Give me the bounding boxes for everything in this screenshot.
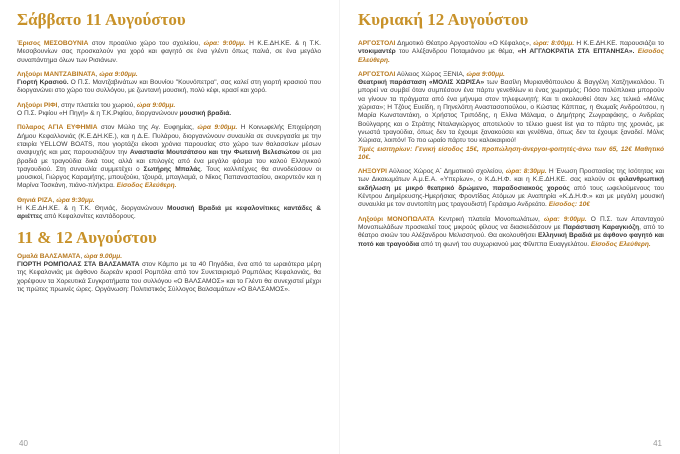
event-description: Η Κ.Ε.ΔΗ.ΚΕ. & η Τ.Κ. Μεσοβουνίων σας προσκαλούν για χορό και φαγητό σε ένα γλέντι όπως παλιά, σε ένα μεγάλο συναπάντημα όλων των Ρισιάνων.	[17, 40, 321, 64]
event-lixouri-rifi	[17, 102, 321, 119]
event-agia-efimia	[17, 124, 321, 190]
event-highlight: ντοκιμαντέρ	[358, 48, 396, 56]
event-lixouri-school	[358, 168, 664, 209]
event-location: ΑΡΓΟΣΤΟΛΙ	[358, 40, 396, 47]
event-time: ώρα 9:30μμ.	[56, 196, 95, 204]
event-entry: Είσοδος Ελεύθερη.	[590, 240, 651, 248]
event-entry: Είσοδος Ελεύθερη.	[358, 48, 665, 64]
event-description-end: . Τους καλλιτέχνες θα συνοδεύσουν οι μουσικοί, Γιώργος Καραμήτης, μπουζούκι, τζουρά, μπαγλαμά, ο Νίκος Παπαναστασίου, ακορντεόν και η Μαρίνα Τοσκάνη, πιάνο-πλήκτρα.	[17, 165, 321, 190]
event-guest-artist: Σωτήρης Μπαλάς	[143, 165, 201, 173]
day-title-saturday: Σάββατο 11 Αυγούστου	[17, 10, 186, 29]
event-location: Θηνιά ΡΙΖΑ	[17, 196, 53, 204]
event-location: Ληξούρι ΜΑΝΤΖΑΒΙΝΑΤΑ	[17, 70, 96, 78]
event-highlight: μουσική βραδιά.	[179, 110, 232, 118]
event-time: ώρα: 9:00μμ.	[543, 215, 587, 223]
page-gutter	[339, 0, 340, 454]
event-omala-valsamata	[17, 253, 321, 294]
event-time: ώρα 9:00μμ.	[197, 124, 238, 132]
event-location: ΛΗΞΟΥΡΙ	[358, 168, 387, 176]
event-description: Η Κ.Ε.ΔΗ.ΚΕ. & η Τ.Κ. Θηνιάς, διοργανώνουν	[17, 205, 167, 213]
event-location: Ληξούρι ΜΟΝΟΠΩΛΑΤΑ	[358, 215, 435, 223]
event-description: Η Κ.Ε.ΔΗ.ΚΕ. παρουσιάζει το	[574, 40, 664, 47]
event-description-cont: , από το θέατρο σκιών του Αλέξανδρου Μελισσηνού. Θα ακολουθήσει	[358, 223, 664, 240]
event-time: ώρα 9:00μμ.	[99, 70, 138, 78]
event-documentary-title: «Η ΑΓΓΛΟΚΡΑΤΙΑ ΣΤΑ ΕΠΤΑΝΗΣΑ».	[517, 48, 635, 56]
event-description: Ο Π.Σ. των Απανταχού Μονοπωλάδων προσκαλεί τους μικρούς φίλους να διασκεδάσουν με	[358, 215, 664, 231]
event-highlight: Παράσταση Καραγκιόζη	[563, 223, 640, 231]
event-place: , στην πλατεία του χωριού,	[57, 101, 137, 109]
event-description-end: από Κεφαλονίτες καντάδορους.	[42, 213, 136, 221]
event-subtitle: Γιορτή Κρασιού.	[17, 79, 69, 87]
event-description: Η Ένωση Προστασίας της Ισότητας και των Δικαιωμάτων Α.μ.Ε.Α. «Υπερίων», ο Κ.Δ.Η.Φ. και η Κ.Ε.ΔΗ.ΚΕ. σας καλούν σε	[358, 168, 665, 184]
event-description: Η Κοινωφελής Επιχείρηση Δήμου Κεφαλλονιάς (Κ.Ε.ΔΗ.ΚΕ.), και η Δ.Ε. Πυλάρου, διοργανώνουν συναυλία σε συνεργασία με την εταιρία YELLOW BOATS, που γιορτάζει είκοσι χρόνια παρουσίας στο χώρο των θαλασσίων μέσων αναψυχής και μας παρουσιάζουν την	[17, 124, 321, 157]
right-page	[358, 10, 664, 255]
event-description-cont: του Αλέξανδρου Ποταμιάνου με θέμα,	[395, 48, 518, 56]
event-description-cont: σε μια βραδιά με τραγούδια δικά τους αλλά και επιλογές από ένα μεγάλο φάσμα του καλού Ελληνικού τραγουδιού. Στη συναυλία συμμετέχει ο	[17, 149, 322, 173]
page-number-left: 40	[19, 439, 28, 448]
left-page	[17, 10, 321, 300]
page-number-right: 41	[653, 439, 662, 448]
event-time: ώρα: 8:00μμ.	[533, 40, 575, 47]
event-time: ώρα 9:00μμ.	[136, 101, 176, 109]
event-highlight: Μουσική Βραδιά με κεφαλονίτικες καντάδες & αριέττες	[17, 205, 321, 221]
event-time: ώρα: 8:30μμ.	[505, 168, 547, 176]
event-argostoli-xenia	[358, 71, 664, 162]
event-place: Δημοτικό Θέατρο Αργοστολίου «Ο Κέφαλος»,	[395, 40, 534, 47]
event-location: ΑΡΓΟΣΤΟΛΙ	[358, 70, 396, 78]
event-thinia-riza	[17, 197, 321, 222]
event-lixouri-monopolata	[358, 216, 664, 249]
event-time: ώρα: 9:00μμ.	[203, 40, 246, 47]
event-entry: Είσοδος: 10€	[548, 201, 590, 209]
event-location: Ομαλά ΒΑΛΣΑΜΑΤΑ	[17, 252, 81, 260]
event-description: των Βασίλη Μυριανθόπουλου & Βαγγέλη Χατζηνικολάου. Τι μπορεί να συμβεί όταν συμπέσουν ένα πάρτυ γενεθλίων κι ένας χωρισμός; Πόσο πολύπλοκα μπορούν να γίνουν τα πράγματα από ένα μήνυμα στον τηλεφωνητή; Και τι ακολουθεί όταν λες τελικά «Μόλις χώρισα»; Η Τζόυς Ευείδη, η Πηνελόπη Αναστασοπούλου, ο Κώστας Κάππας, η Θωμαΐς Ανδρούτσου, η Μαρία Κωνσταντάκη, ο Χρήστος Τριπόδης, η Ελίνα Μάλαμα, ο Δημήτρης Ζωγραφάκης, ο Ανδρέας Βούλγαρης και ο Στράτης Νταλαγιώργος αποτελούν το τέλειο guest list για το πάρτυ της χρονιάς, με γνωστά τραγούδια, όπως δεν τα έχουμε ξανακούσει και γενέθλια, όπως δεν τα έχουμε ξαναδεί. Μόλις Χώρισα, λοιπόν! Το πιο ωραίο πάρτυ του καλοκαιριού!	[358, 79, 664, 145]
event-location: Πύλαρος ΑΓΙΑ ΕΥΦΗΜΙΑ	[17, 124, 98, 132]
event-play-title: Θεατρική παράσταση «ΜΟΛΙΣ ΧΩΡΙΣΑ»	[358, 79, 485, 87]
event-entry: Είσοδος Ελεύθερη.	[116, 182, 177, 190]
event-place: Αύλειος Χώρος Α΄ Δημοτικού σχολείου,	[386, 168, 506, 176]
event-highlight: φιλανθρωπική εκδήλωση με μικρό θεατρικό δρώμενο, παραδοσιακούς χορούς	[358, 176, 664, 192]
event-description: Ο Π.Σ. Μαντζαβινάτων και Βουνίου "Κουνόπετρα", σας καλεί στη γιορτή κρασιού που διοργανώνει στο χώρο του συλλόγου, με ζωντανή μουσική, πολύ κέφι, κρασί και χορό.	[17, 79, 321, 95]
event-location: Έρισος ΜΕΣΟΒΟΥΝΙΑ	[17, 40, 89, 47]
event-time: ώρα 9.00μμ.	[84, 252, 123, 260]
event-location: Ληξούρι ΡΙΦΙ	[17, 101, 58, 109]
event-time: ώρα 9:00μμ.	[466, 70, 505, 78]
event-place: στον προαύλιο χώρο του σχολείου,	[88, 40, 204, 47]
event-argostoli-kefalos	[358, 40, 664, 65]
day-title-sunday: Κυριακή 12 Αυγούστου	[358, 10, 529, 29]
event-place: Κεντρική πλατεία Μονοπωλάτων,	[434, 215, 544, 223]
event-place: ,	[52, 196, 57, 204]
event-erisos-mesovounia	[17, 40, 321, 65]
event-ticket-prices: Τιμές εισιτηρίων: Γενική είσοδος 15€, προπώληση-άνεργοι-φοιτητές-άνω των 65, 12€ Μαθητικό 10€.	[358, 145, 664, 161]
event-lixouri-mantzavinata: Ληξούρι ΜΑΝΤΖΑΒΙΝΑΤΑ, ώρα 9:00μμ. Γιορτή Κρασιού. Ο Π.Σ. Μαντζαβινάτων και Βουνίου "Κουνόπετρα", σας καλεί στη γιορτή κρασιού που διοργανώνει στο χώρο του συλλόγου, με ζωντανή μουσική, πολύ κέφι, κρασί και χορό.	[17, 70, 321, 95]
event-place: στον Μώλο της Αγ. Ευφημίας,	[97, 124, 198, 132]
event-highlight: ΓΙΟΡΤΗ ΡΟΜΠΟΛΑΣ ΣΤΑ ΒΑΛΣΑΜΑΤΑ	[17, 260, 140, 268]
event-place: Αύλειος Χώρος ΞΕΝΙΑ,	[395, 70, 467, 78]
event-highlight-2: Ελληνική Βραδιά με άφθονο φαγητό και ποτό και τραγούδια	[358, 232, 664, 248]
event-description-cont: από τους ωφελούμενους του Κέντρου Διημέρευσης-Ημερήσιας Φροντίδας Ατόμων με Αναπηρία «Κ.Δ.Η.Φ.» και με μεγάλη μουσική συναυλία με τον συντοπίτη μας τραγουδιστή Γεράσιμο Ανδρεάτο.	[358, 184, 664, 209]
event-description-end: από τη φωνή του συχωριανού μας Φίλιππα Ευαγγελάτου.	[419, 240, 591, 248]
event-place: ,	[80, 252, 85, 260]
event-description: Ο Π.Σ. Ριφίου «Η Πηγή» & η Τ.Κ.Ριφίου, διοργανώνουν	[17, 110, 180, 118]
day-title-11-12: 11 & 12 Αυγούστου	[17, 227, 157, 247]
event-description: στον Κάμπο με τα 40 Πηγάδια, ένα από τα ωραιότερα μέρη της Κεφαλονιάς με άφθονο δωρεάν κρασί Ρομπόλα από τον Συνεταιρισμό Ρομπόλας Κεφαλονιάς, θα χορέψουν τα Χορευτικά Συγκροτήματα του συλλόγου «Ο ΒΑΛΣΑΜΟΣ» και το Γλέντι θα συνεχιστεί μέχρι τις πρώτες πρωινές ώρες. Οργάνωση: Πολιτιστικός Σύλλογος Βαλσαμάτων «Ο ΒΑΛΣΑΜΟΣ».	[17, 260, 321, 293]
event-artists: Αναστασία Μουτσάτσου και την Φωτεινή Βελεσιώτου	[129, 149, 300, 157]
